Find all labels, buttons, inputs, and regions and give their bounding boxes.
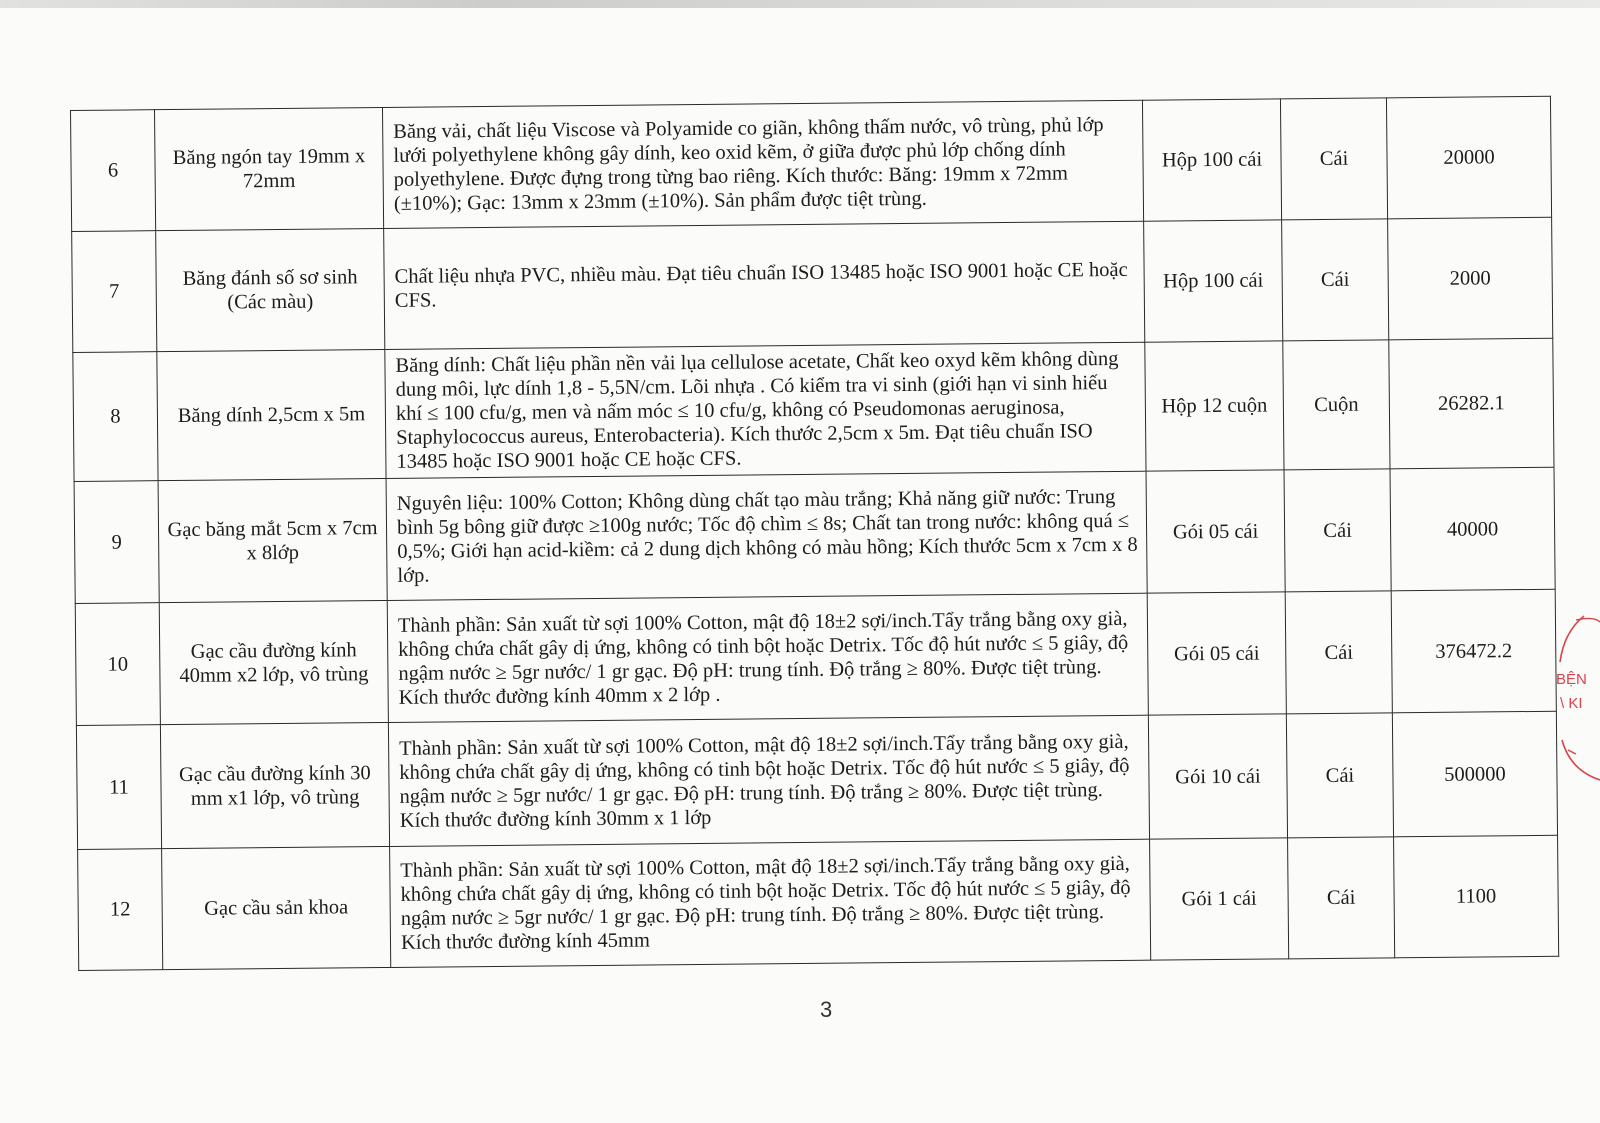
table-row <box>71 96 1552 231</box>
item-unit: Cuộn <box>1283 340 1390 470</box>
scan-edge <box>0 0 1600 8</box>
table-row <box>72 217 1553 352</box>
table-row <box>78 835 1559 970</box>
page-number: 3 <box>820 997 833 1022</box>
row-number: 8 <box>73 352 158 482</box>
item-packing: Gói 05 cái <box>1146 470 1285 593</box>
item-quantity: 500000 <box>1392 711 1557 837</box>
item-name: Gạc băng mắt 5cm x 7cm x 8lớp <box>158 478 387 602</box>
item-quantity: 20000 <box>1386 96 1551 219</box>
row-number: 11 <box>76 725 161 850</box>
item-unit: Cái <box>1286 713 1393 838</box>
stamp-ring-tick <box>1568 750 1576 754</box>
item-description: Băng dính: Chất liệu phần nền vải lụa cellulose acetate, Chất keo oxyd kẽm không dùng dung môi, lực dính 1,8 - 5,5N/cm. Lõi nhựa . Có kiểm tra vi sinh (giới hạn vi sinh hiếu khí ≤ 100 cfu/g, men và nấm móc ≤ 10 cfu/g, không có Pseudomonas aeruginosa, Staphylococcus aureus, Enterobacteria). Kích thước 2,5cm x 5m. Đạt tiêu chuẩn ISO 13485 hoặc ISO 9001 hoặc CE hoặc CFS. <box>385 342 1146 478</box>
row-number: 10 <box>75 603 160 726</box>
row-number: 9 <box>74 481 159 604</box>
stamp-graphic <box>1554 612 1600 782</box>
item-name: Băng đánh số sơ sinh (Các màu) <box>156 228 385 351</box>
item-unit: Cái <box>1282 219 1389 341</box>
item-name: Gạc cầu sản khoa <box>162 846 391 969</box>
item-name: Băng ngón tay 19mm x 72mm <box>155 108 384 231</box>
item-quantity: 1100 <box>1394 835 1559 958</box>
red-stamp-fragment <box>1554 612 1600 782</box>
item-packing: Hộp 12 cuộn <box>1145 341 1284 471</box>
item-quantity: 376472.2 <box>1391 589 1556 713</box>
row-number: 12 <box>78 849 163 971</box>
item-unit: Cái <box>1285 591 1392 714</box>
item-name: Gạc cầu đường kính 30 mm x1 lớp, vô trùng <box>160 722 389 848</box>
row-number: 7 <box>72 231 157 353</box>
item-packing: Hộp 100 cái <box>1144 220 1283 342</box>
item-unit: Cái <box>1280 98 1387 220</box>
item-quantity: 26282.1 <box>1389 338 1554 469</box>
stamp-ring-top <box>1560 616 1584 662</box>
item-name: Gạc cầu đường kính 40mm x2 lớp, vô trùng <box>159 600 388 724</box>
item-description: Chất liệu nhựa PVC, nhiều màu. Đạt tiêu chuẩn ISO 13485 hoặc ISO 9001 hoặc CE hoặc CFS. <box>384 221 1145 349</box>
item-description: Thành phần: Sản xuất từ sợi 100% Cotton, mật độ 18±2 sợi/inch.Tẩy trắng bằng oxy già, không chứa chất gây dị ứng, không có tinh bột hoặc Detrix. Tốc độ hút nước ≤ 5 giây, độ ngậm nước ≥ 5gr nước/ 1 gr gạc. Độ pH: trung tính. Độ trắng ≥ 80%. Được tiệt trùng. Kích thước đường kính 45mm <box>390 839 1151 967</box>
item-description: Nguyên liệu: 100% Cotton; Không dùng chất tạo màu trắng; Khả năng giữ nước: Trung bình 5g bông giữ được ≥100g nước; Tốc độ chìm ≤ 8s; Chất tan trong nước: không quá ≤ 0,5%; Giới hạn acid-kiềm: cả 2 dung dịch không có màu hồng; Kích thước 5cm x 7cm x 8 lớp. <box>386 471 1147 600</box>
stamp-text-line-1: BỆN <box>1556 671 1587 688</box>
table-row <box>73 338 1554 481</box>
item-packing: Gói 10 cái <box>1148 714 1287 839</box>
supplies-table <box>70 96 1559 971</box>
stamp-text-line-2: \ KI <box>1560 695 1583 712</box>
item-quantity: 2000 <box>1388 217 1553 340</box>
table-row <box>74 467 1555 603</box>
row-number: 6 <box>71 110 156 232</box>
item-description: Băng vải, chất liệu Viscose và Polyamide co giãn, không thấm nước, vô trùng, phủ lớp lưới polyethylene không gây dính, keo oxid kẽm, ở giữa được phủ lớp chống dính polyethylene. Được đựng trong từng bao riêng. Kích thước: Băng: 19mm x 72mm (±10%); Gạc: 13mm x 23mm (±10%). Sản phẩm được tiệt trùng. <box>382 100 1143 228</box>
item-packing: Gói 1 cái <box>1150 838 1289 960</box>
stamp-ring-bottom <box>1562 740 1600 780</box>
item-description: Thành phần: Sản xuất từ sợi 100% Cotton, mật độ 18±2 sợi/inch.Tẩy trắng bằng oxy già, không chứa chất gây dị ứng, không có tinh bột hoặc Detrix. Tốc độ hút nước ≤ 5 giây, độ ngậm nước ≥ 5gr nước/ 1 gr gạc. Độ pH: trung tính. Độ trắng ≥ 80%. Được tiệt trùng. Kích thước đường kính 40mm x 2 lớp . <box>387 593 1148 722</box>
item-unit: Cái <box>1288 837 1395 959</box>
item-unit: Cái <box>1284 469 1391 592</box>
item-packing: Hộp 100 cái <box>1142 99 1281 221</box>
table-row <box>75 589 1556 725</box>
item-packing: Gói 05 cái <box>1147 592 1286 715</box>
item-name: Băng dính 2,5cm x 5m <box>157 349 386 480</box>
item-quantity: 40000 <box>1390 467 1555 591</box>
item-description: Thành phần: Sản xuất từ sợi 100% Cotton, mật độ 18±2 sợi/inch.Tẩy trắng bằng oxy già, không chứa chất gây dị ứng, không có tinh bột hoặc Detrix. Tốc độ hút nước ≤ 5 giây, độ ngậm nước ≥ 5gr nước/ 1 gr gạc. Độ pH: trung tính. Độ trắng ≥ 80%. Được tiệt trùng. Kích thước đường kính 30mm x 1 lớp <box>388 715 1149 846</box>
table-row <box>76 711 1557 849</box>
